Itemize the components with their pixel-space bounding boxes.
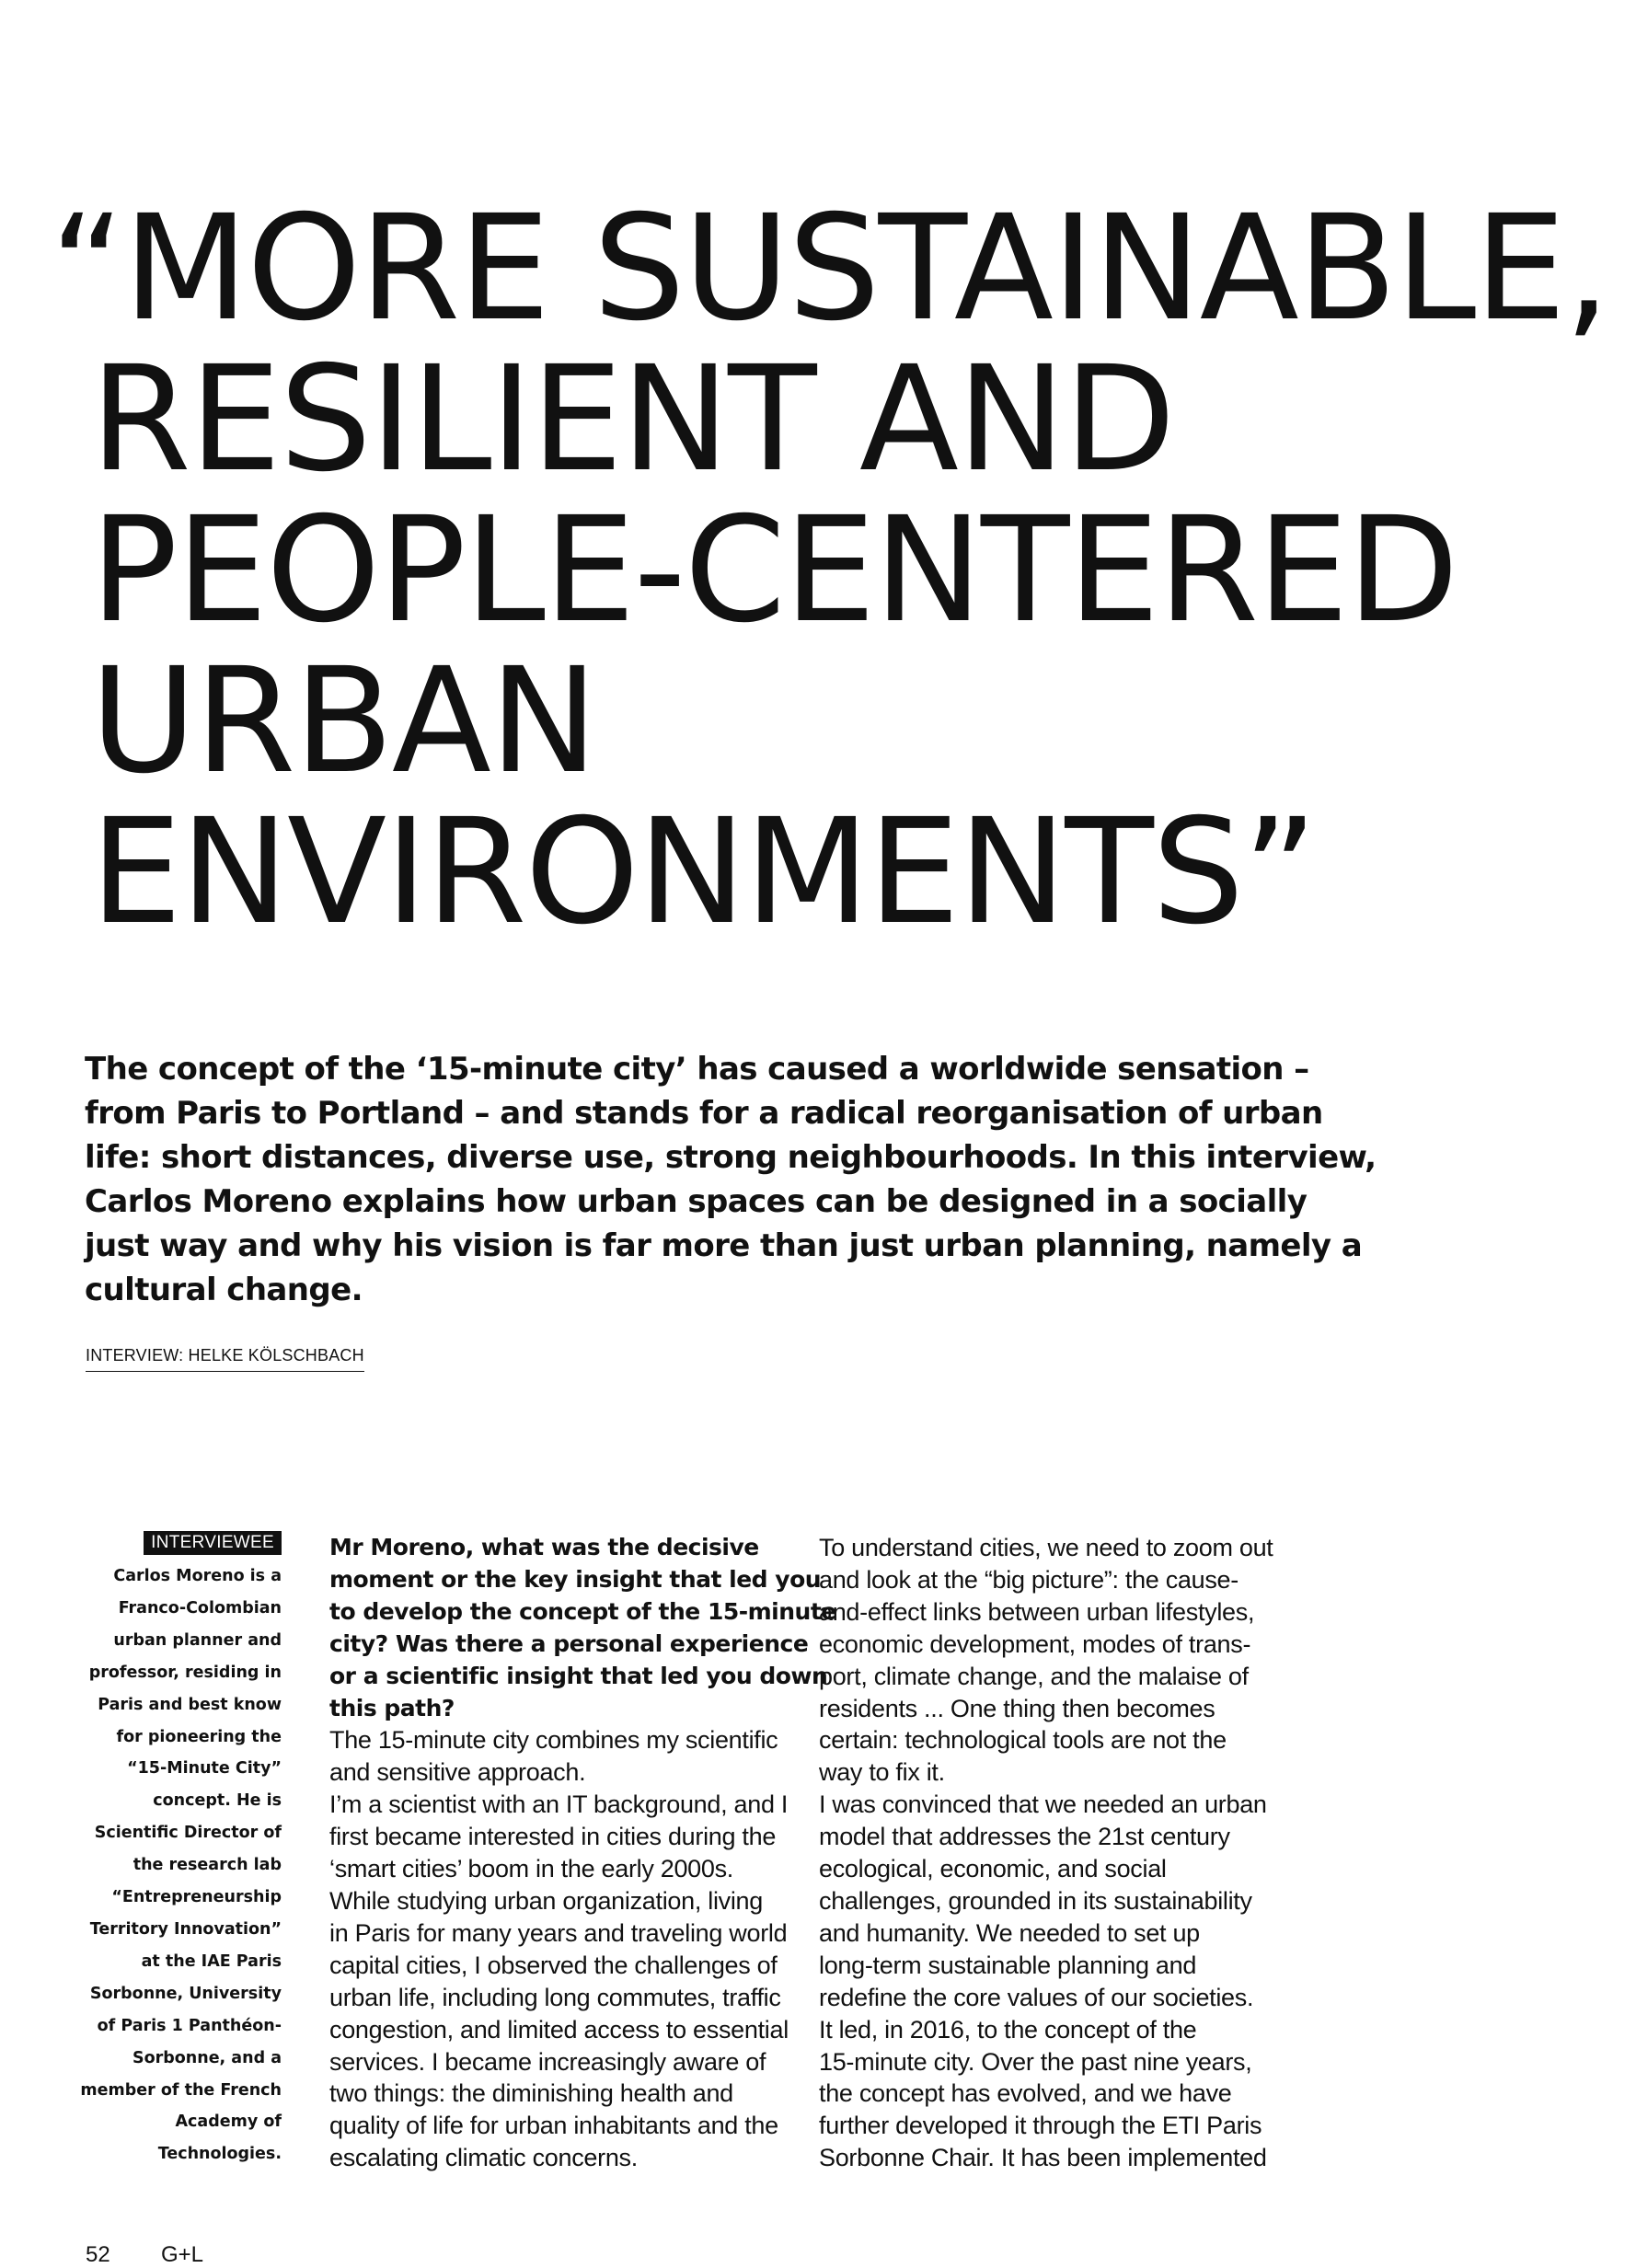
answer-line: congestion, and limited access to essential [329,2015,789,2044]
intro-line: life: short distances, diverse use, strong neighbourhoods. In this interview, [85,1139,1377,1176]
bio-line: for pioneering the [116,1727,282,1746]
bio-line: Academy of [175,2113,282,2132]
answer-line: While studying urban organization, living [329,1886,763,1915]
question-line: city? Was there a personal experience [329,1629,809,1657]
answer-line: model that addresses the 21st century [819,1823,1230,1851]
headline [50,184,1621,957]
interviewee-badge: INTERVIEWEE [144,1531,282,1555]
bio-line: urban planner and [113,1630,282,1650]
magazine-name: G+L [161,2242,204,2267]
question-line: to develop the concept of the 15-minute [329,1597,836,1625]
answer-line: ecological, economic, and social [819,1855,1167,1883]
interviewee-sidebar [55,1531,282,2170]
answer-line: I’m a scientist with an IT background, and I [329,1790,789,1819]
page-number: 52 [86,2242,110,2267]
bio-line: Technologies. [157,2145,282,2164]
answer-line: 15-minute city. Over the past nine years, [819,2047,1252,2076]
answer-line: first became interested in cities during the [329,1823,777,1851]
interview-answer [329,1724,789,2174]
answer-line: port, climate change, and the malaise of [819,1662,1249,1690]
bio-line: “Entrepreneurship [111,1888,282,1907]
intro-line: The concept of the ‘15-minute city’ has caused a worldwide sensation – [85,1051,1309,1088]
interview-credit: INTERVIEW: HELKE KÖLSCHBACH [86,1346,364,1372]
answer-line: in Paris for many years and traveling world [329,1918,788,1947]
intro-line: just way and why his vision is far more than just urban planning, namely a [85,1227,1363,1264]
bio-line: Territory Innovation” [89,1919,282,1939]
text-column-2 [819,1532,1297,2174]
answer-line: I was convinced that we needed an urban [819,1790,1267,1819]
question-line: moment or the key insight that led you [329,1565,822,1593]
answer-line: two things: the diminishing health and [329,2079,733,2108]
bio-line: Sorbonne, University [89,1984,282,2003]
question-line: Mr Moreno, what was the decisive [329,1534,759,1560]
bio-line: “15-Minute City” [127,1759,282,1779]
headline-line: PEOPLE-CENTERED [90,486,1457,655]
answer-line: and humanity. We needed to set up [819,1918,1200,1947]
question-line: this path? [329,1694,455,1721]
bio-line: concept. He is [153,1791,282,1811]
intro-line: Carlos Moreno explains how urban spaces can be designed in a socially [85,1183,1308,1220]
interviewee-bio [55,1560,282,2170]
answer-line: long-term sustainable planning and [819,1951,1197,1979]
interview-question [329,1532,836,1724]
answer-line: services. I became increasingly aware of [329,2047,766,2076]
answer-line: The 15-minute city combines my scientific [329,1726,778,1755]
intro-line: from Paris to Portland – and stands for a radical reorganisation of urban [85,1095,1323,1132]
bio-line: Carlos Moreno is a [113,1567,282,1585]
answer-line: quality of life for urban inhabitants and the [329,2112,778,2140]
answer-line: ‘smart cities’ boom in the early 2000s. [329,1855,733,1883]
bio-line: the research lab [132,1856,282,1875]
bio-line: Sorbonne, and a [132,2048,282,2067]
bio-line: Scientific Director of [94,1824,282,1843]
answer-line: further developed it through the ETI Paris [819,2112,1262,2140]
answer-line: Sorbonne Chair. It has been implemented [819,2144,1267,2172]
bio-line: professor, residing in [88,1663,282,1682]
answer-line: To understand cities, we need to zoom out [819,1534,1273,1561]
answer-line: and-effect links between urban lifestyles, [819,1597,1255,1626]
answer-line: economic development, modes of trans- [819,1629,1251,1658]
answer-line: escalating climatic concerns. [329,2144,638,2172]
answer-line: and sensitive approach. [329,1758,586,1787]
headline-line: ENVIRONMENTS” [90,788,1317,957]
text-column-1 [329,1532,836,2174]
answer-line: and look at the “big picture”: the cause- [819,1565,1239,1594]
answer-line: challenges, grounded in its sustainability [819,1886,1252,1915]
headline-line: URBAN [90,637,597,806]
intro-line: cultural change. [85,1272,363,1308]
bio-line: at the IAE Paris [141,1951,282,1971]
intro-paragraph [85,1047,1377,1312]
answer-line: redefine the core values of our societies. [819,1983,1254,2011]
headline-line: RESILIENT AND [90,335,1174,504]
bio-line: Paris and best know [98,1695,282,1714]
question-line: or a scientific insight that led you down [329,1662,828,1689]
headline-line: “MORE SUSTAINABLE, [50,184,1609,353]
answer-line: capital cities, I observed the challenges of [329,1951,778,1979]
answer-line: residents ... One thing then becomes [819,1694,1215,1722]
answer-line: It led, in 2016, to the concept of the [819,2015,1197,2044]
bio-line: of Paris 1 Panthéon- [97,2016,282,2035]
answer-line: the concept has evolved, and we have [819,2079,1232,2108]
answer-line: certain: technological tools are not the [819,1726,1227,1755]
answer-line: urban life, including long commutes, traffic [329,1983,781,2011]
answer-line: way to fix it. [819,1758,945,1787]
bio-line: Franco-Colombian [118,1598,282,1618]
bio-line: member of the French [80,2080,282,2100]
